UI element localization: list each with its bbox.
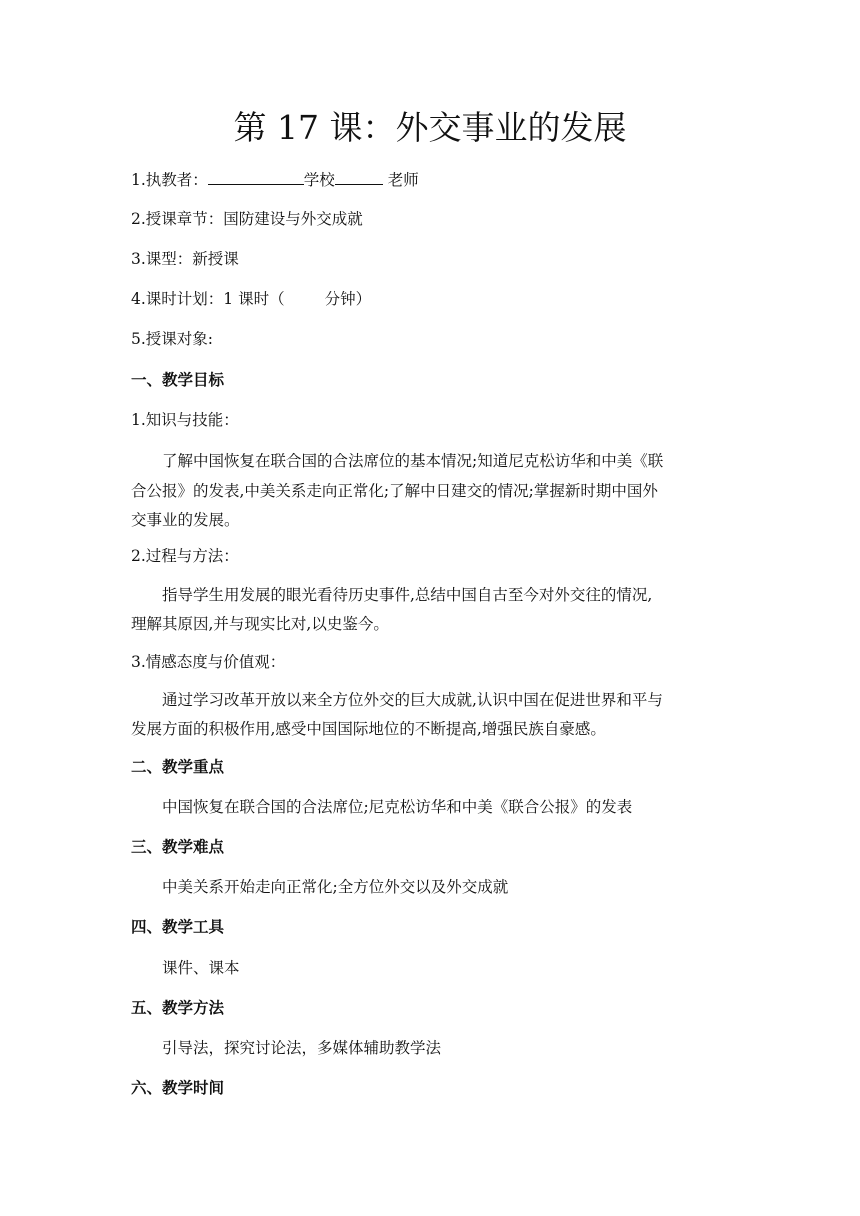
tools-heading: 四、教学工具 [131,917,225,936]
knowledge-text-line-2: 合公报》的发表,中美关系走向正常化;了解中日建交的情况;掌握新时期中国外 [131,482,658,500]
schedule-line [131,288,371,310]
lesson-type-line: 3.课型：新授课 [131,250,239,268]
process-label: 2.过程与方法： [131,547,239,565]
knowledge-text-line-1: 了解中国恢复在联合国的合法席位的基本情况;知道尼克松访华和中美《联 [162,452,664,470]
schedule-suffix: 分钟） [324,290,372,308]
methods-text: 引导法，探究讨论法，多媒体辅助教学法 [162,1039,442,1057]
knowledge-text-line-3: 交事业的发展。 [131,511,240,529]
teacher-label: 1.执教者： [131,171,208,189]
key-points-text: 中国恢复在联合国的合法席位;尼克松访华和中美《联合公报》的发表 [162,798,633,816]
difficulties-heading: 三、教学难点 [131,837,225,856]
teacher-name-blank [335,168,383,185]
key-points-heading: 二、教学重点 [131,757,225,776]
tools-text: 课件、课本 [162,959,240,977]
process-text-line-2: 理解其原因,并与现实比对,以史鉴今。 [131,615,389,633]
process-text-line-1: 指导学生用发展的眼光看待历史事件,总结中国自古至今对外交往的情况, [162,586,653,604]
difficulties-text: 中美关系开始走向正常化;全方位外交以及外交成就 [162,878,509,896]
school-label: 学校 [303,171,335,189]
goals-heading: 一、教学目标 [131,370,225,389]
emotion-text-line-2: 发展方面的积极作用,感受中国国际地位的不断提高,增强民族自豪感。 [131,720,606,738]
audience-line: 5.授课对象: [131,330,214,348]
document-title: 第 17 课：外交事业的发展 [233,108,627,147]
emotion-label: 3.情感态度与价值观： [131,653,286,671]
emotion-text-line-1: 通过学习改革开放以来全方位外交的巨大成就,认识中国在促进世界和平与 [162,691,663,709]
school-blank [208,168,304,185]
chapter-line: 2.授课章节：国防建设与外交成就 [131,210,363,228]
schedule-prefix: 4.课时计划：1 课时（ [131,290,285,308]
knowledge-label: 1.知识与技能： [131,411,239,429]
teacher-line [131,168,419,191]
teacher-suffix: 老师 [382,171,419,189]
time-heading: 六、教学时间 [131,1078,225,1097]
methods-heading: 五、教学方法 [131,998,225,1017]
